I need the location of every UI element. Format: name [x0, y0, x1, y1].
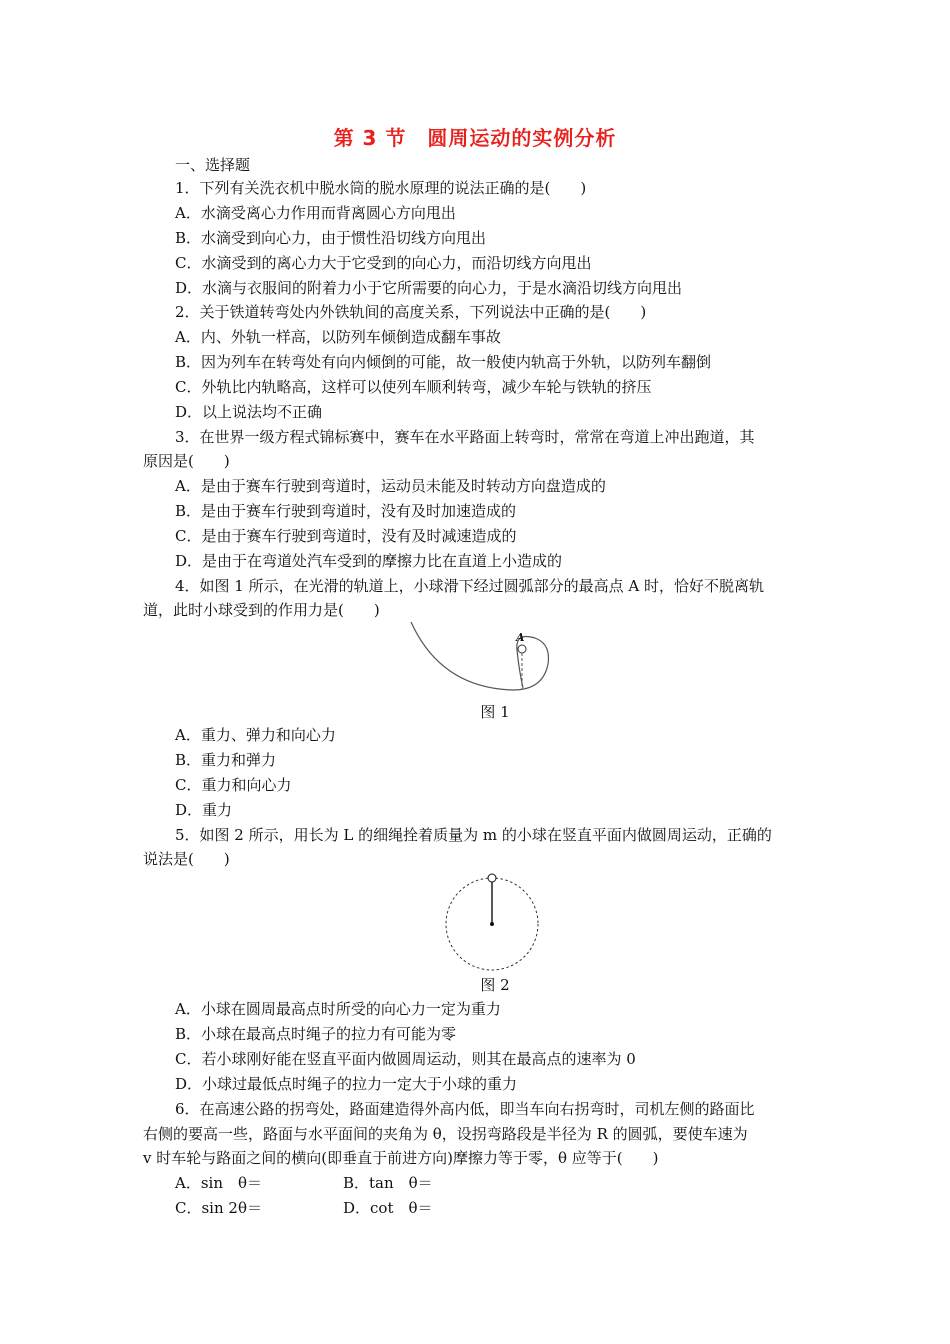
q4-option-a: A．重力、弹力和向心力	[175, 726, 336, 744]
q3-option-b: B．是由于赛车行驶到弯道时，没有及时加速造成的	[175, 502, 517, 520]
q3-stem-line1: 3．在世界一级方程式锦标赛中，赛车在水平路面上转弯时，常常在弯道上冲出跑道，其	[175, 428, 755, 446]
q4-stem-line2: 道，此时小球受到的作用力是( )	[143, 601, 380, 619]
q3-option-d: D．是由于在弯道处汽车受到的摩擦力比在直道上小造成的	[175, 552, 563, 570]
q4-option-d: D．重力	[175, 801, 233, 819]
figure-2-circle	[440, 868, 544, 972]
section-heading: 一、选择题	[175, 156, 251, 174]
q6-stem-line3: v 时车轮与路面之间的横向(即垂直于前进方向)摩擦力等于零，θ 应等于( )	[143, 1149, 659, 1167]
q5-option-d: D．小球过最低点时绳子的拉力一定大于小球的重力	[175, 1075, 518, 1093]
q3-option-c: C．是由于赛车行驶到弯道时，没有及时减速造成的	[175, 527, 517, 545]
q6-option-c: C．sin 2θ＝	[175, 1199, 262, 1217]
q6-option-a: A．sin θ＝	[175, 1174, 263, 1192]
q4-stem-line1: 4．如图 1 所示，在光滑的轨道上，小球滑下经过圆弧部分的最高点 A 时，恰好不脱离轨	[175, 577, 764, 595]
q4-option-b: B．重力和弹力	[175, 751, 277, 769]
q1-option-c: C．水滴受到的离心力大于它受到的向心力，而沿切线方向甩出	[175, 254, 592, 272]
q3-option-a: A．是由于赛车行驶到弯道时，运动员未能及时转动方向盘造成的	[175, 477, 606, 495]
figure-2-caption: 图 2	[480, 976, 510, 994]
q2-option-d: D．以上说法均不正确	[175, 403, 323, 421]
q2-option-a: A．内、外轨一样高，以防列车倾倒造成翻车事故	[175, 328, 501, 346]
q5-stem-line1: 5．如图 2 所示，用长为 L 的细绳拴着质量为 m 的小球在竖直平面内做圆周运动，正确的	[175, 826, 772, 844]
q2-stem: 2．关于铁道转弯处内外铁轨间的高度关系，下列说法中正确的是( )	[175, 303, 647, 321]
q6-option-b: B．tan θ＝	[343, 1174, 433, 1192]
q6-option-d: D．cot θ＝	[343, 1199, 433, 1217]
q5-option-b: B．小球在最高点时绳子的拉力有可能为零	[175, 1025, 457, 1043]
q5-stem-line2: 说法是( )	[143, 850, 230, 868]
figure-1-caption: 图 1	[480, 703, 510, 721]
q6-stem-line1: 6．在高速公路的拐弯处，路面建造得外高内低，即当车向右拐弯时，司机左侧的路面比	[175, 1100, 755, 1118]
q4-option-c: C．重力和向心力	[175, 776, 292, 794]
q3-stem-line2: 原因是( )	[143, 452, 230, 470]
q1-option-d: D．水滴与衣服间的附着力小于它所需要的向心力，于是水滴沿切线方向甩出	[175, 279, 683, 297]
q6-stem-line2: 右侧的要高一些，路面与水平面间的夹角为 θ，设拐弯路段是半径为 R 的圆弧，要使车速为	[143, 1125, 748, 1143]
figure-1-point-label: A	[516, 631, 525, 644]
figure-1-track	[405, 620, 565, 700]
q5-option-a: A．小球在圆周最高点时所受的向心力一定为重力	[175, 1000, 501, 1018]
q2-option-c: C．外轨比内轨略高，这样可以使列车顺利转弯，减少车轮与铁轨的挤压	[175, 378, 652, 396]
q1-option-b: B．水滴受到向心力，由于惯性沿切线方向甩出	[175, 229, 487, 247]
page-title: 第 3 节 圆周运动的实例分析	[333, 126, 617, 150]
q2-option-b: B．因为列车在转弯处有向内倾倒的可能，故一般使内轨高于外轨，以防列车翻倒	[175, 353, 712, 371]
q1-option-a: A．水滴受离心力作用而背离圆心方向甩出	[175, 204, 456, 222]
q1-stem: 1．下列有关洗衣机中脱水筒的脱水原理的说法正确的是( )	[175, 179, 587, 197]
q5-option-c: C．若小球刚好能在竖直平面内做圆周运动，则其在最高点的速率为 0	[175, 1050, 636, 1068]
